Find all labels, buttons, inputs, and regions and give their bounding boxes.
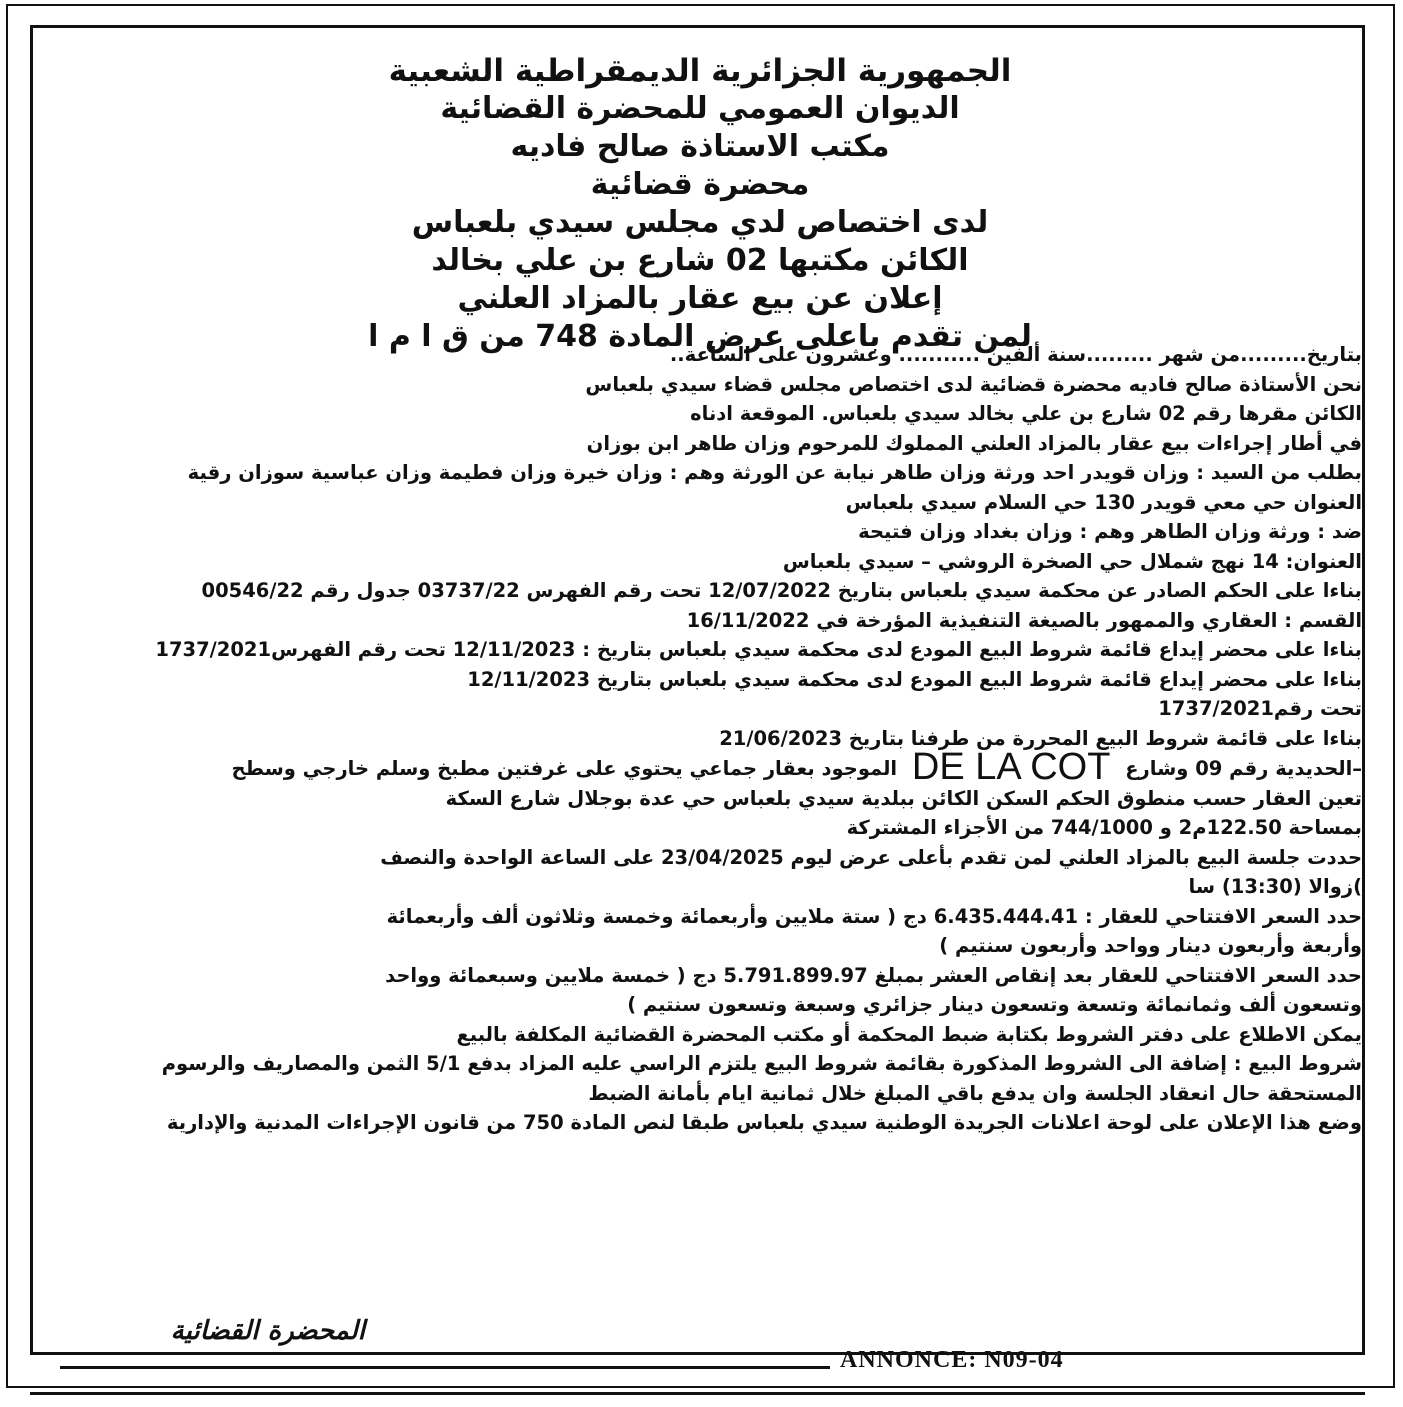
body-line: القسم : العقاري والممهور بالصيغة التنفيذية المؤرخة في 16/11/2022 (686, 608, 1362, 632)
body-line: حدد السعر الافتتاحي للعقار بعد إنقاص العشر بمبلغ 5.791.899.97 دج ( خمسة ملايين وسبعمائة وواحد (385, 963, 1362, 987)
body-line: بناءا على محضر إيداع قائمة شروط البيع المودع لدى محكمة سيدي بلعباس بتاريخ : 12/11/2023 تحت رقم الفهرس1737/2021 (155, 638, 1362, 661)
body-line: وتسعون ألف وثمانمائة وتسعة وتسعون دينار جزائري وسبعة وتسعون سنتيم ) (627, 993, 1362, 1016)
body-line: حدد السعر الافتتاحي للعقار : 6.435.444.41 دج ( ستة ملايين وأربعمائة وخمسة وثلاثون ألف وأربعمائة (386, 904, 1362, 928)
body-line: بناءا على قائمة شروط البيع المحررة من طرفنا بتاريخ 21/06/2023 (719, 726, 1362, 750)
street-line-after: الموجود بعقار جماعي يحتوي على غرفتين مطبخ وسلم خارجي وسطح (231, 757, 898, 780)
header-line-address: الكائن مكتبها 02 شارع بن علي بخالد (431, 243, 969, 278)
signature: المحضرة القضائية (170, 1316, 365, 1346)
body-line: ضد : ورثة وزان الطاهر وهم : وزان بغداد وزان فتيحة (858, 520, 1362, 543)
body-line: بتاريخ.........من شهر .........سنة ألفين ........... وعشرون على الساعة.. (669, 343, 1362, 366)
body-line: بناءا على الحكم الصادر عن محكمة سيدي بلعباس بتاريخ 12/07/2022 تحت رقم الفهرس 03737/22 جدول رقم 00546/22 (201, 579, 1362, 602)
header-line-auction: إعلان عن بيع عقار بالمزاد العلني (457, 281, 943, 316)
street-line (62, 746, 1362, 788)
header-line-title: محضرة قضائية (590, 167, 810, 202)
body-line: الكائن مقرها رقم 02 شارع بن علي بخالد سيدي بلعباس. الموقعة ادناه (690, 402, 1362, 425)
header-line-jurisdiction: لدى اختصاص لدي مجلس سيدي بلعباس (411, 205, 989, 240)
body-line: )زوالا (13:30) سا (1188, 875, 1362, 898)
header-line-republic: الجمهورية الجزائرية الديمقراطية الشعبية (388, 53, 1012, 89)
annonce-number: ANNONCE: N09-04 (840, 1347, 1064, 1373)
body-line: يمكن الاطلاع على دفتر الشروط بكتابة ضبط المحكمة أو مكتب المحضرة القضائية المكلفة بالبيع (456, 1022, 1362, 1046)
body-line: تحت رقم1737/2021 (1158, 697, 1362, 720)
announcement-header (60, 52, 1340, 356)
body-line: المستحقة حال انعقاد الجلسة وان يدفع باقي المبلغ خلال ثمانية ايام بأمانة الضبط (588, 1081, 1362, 1105)
body-line: في أطار إجراءات بيع عقار بالمزاد العلني المملوك للمرحوم وزان طاهر ابن بوزان (586, 431, 1362, 455)
body-line: وأربعة وأربعون دينار وواحد وأربعون سنتيم ) (939, 934, 1362, 957)
body-line: تعين العقار حسب منطوق الحكم السكن الكائن ببلدية سيدي بلعباس حي عدة بوجلال شارع السكة (445, 786, 1362, 810)
body-line: العنوان حي معي قويدر 130 حي السلام سيدي بلعباس (845, 490, 1362, 514)
body-line: حددت جلسة البيع بالمزاد العلني لمن تقدم بأعلى عرض ليوم 23/04/2025 على الساعة الواحدة والنصف (380, 845, 1362, 869)
body-line: شروط البيع : إضافة الى الشروط المذكورة بقائمة شروط البيع يلتزم الراسي عليه المزاد بدفع 5/1 الثمن والمصاريف والرسوم (161, 1052, 1362, 1075)
header-line-bailiff: مكتب الاستاذة صالح فاديه (510, 129, 890, 164)
body-line: بناءا على محضر إيداع قائمة شروط البيع المودع لدى محكمة سيدي بلعباس بتاريخ 12/11/2023 (467, 667, 1362, 691)
annonce-rule (60, 1366, 830, 1369)
body-line: العنوان: 14 نهج شملال حي الصخرة الروشي – سيدي بلعباس (782, 549, 1362, 573)
announcement-body (62, 340, 1362, 1138)
street-line-before: –الحديدية رقم 09 وشارع (1125, 757, 1362, 780)
body-line: وضع هذا الإعلان على لوحة اعلانات الجريدة الوطنية سيدي بلعباس طبقا لنص المادة 750 من قانون الإجراءات المدنية والإدارية (166, 1111, 1362, 1134)
street-name-latin: DE LA COT (911, 746, 1111, 788)
header-line-article: لمن تقدم باعلى عرض المادة 748 من ق ا م ا (368, 319, 1032, 354)
bottom-rule (30, 1392, 1365, 1395)
body-line: نحن الأستاذة صالح فاديه محضرة قضائية لدى اختصاص مجلس قضاء سيدي بلعباس (585, 372, 1362, 396)
header-line-office: الديوان العمومي للمحضرة القضائية (440, 91, 960, 126)
body-line: بمساحة 122.50م2 و 744/1000 من الأجزاء المشتركة (846, 816, 1362, 839)
body-line: بطلب من السيد : وزان قويدر احد ورثة وزان طاهر نيابة عن الورثة وهم : وزان خيرة وزان فطيمة وزان عباسية سوزان رقية (187, 461, 1362, 484)
